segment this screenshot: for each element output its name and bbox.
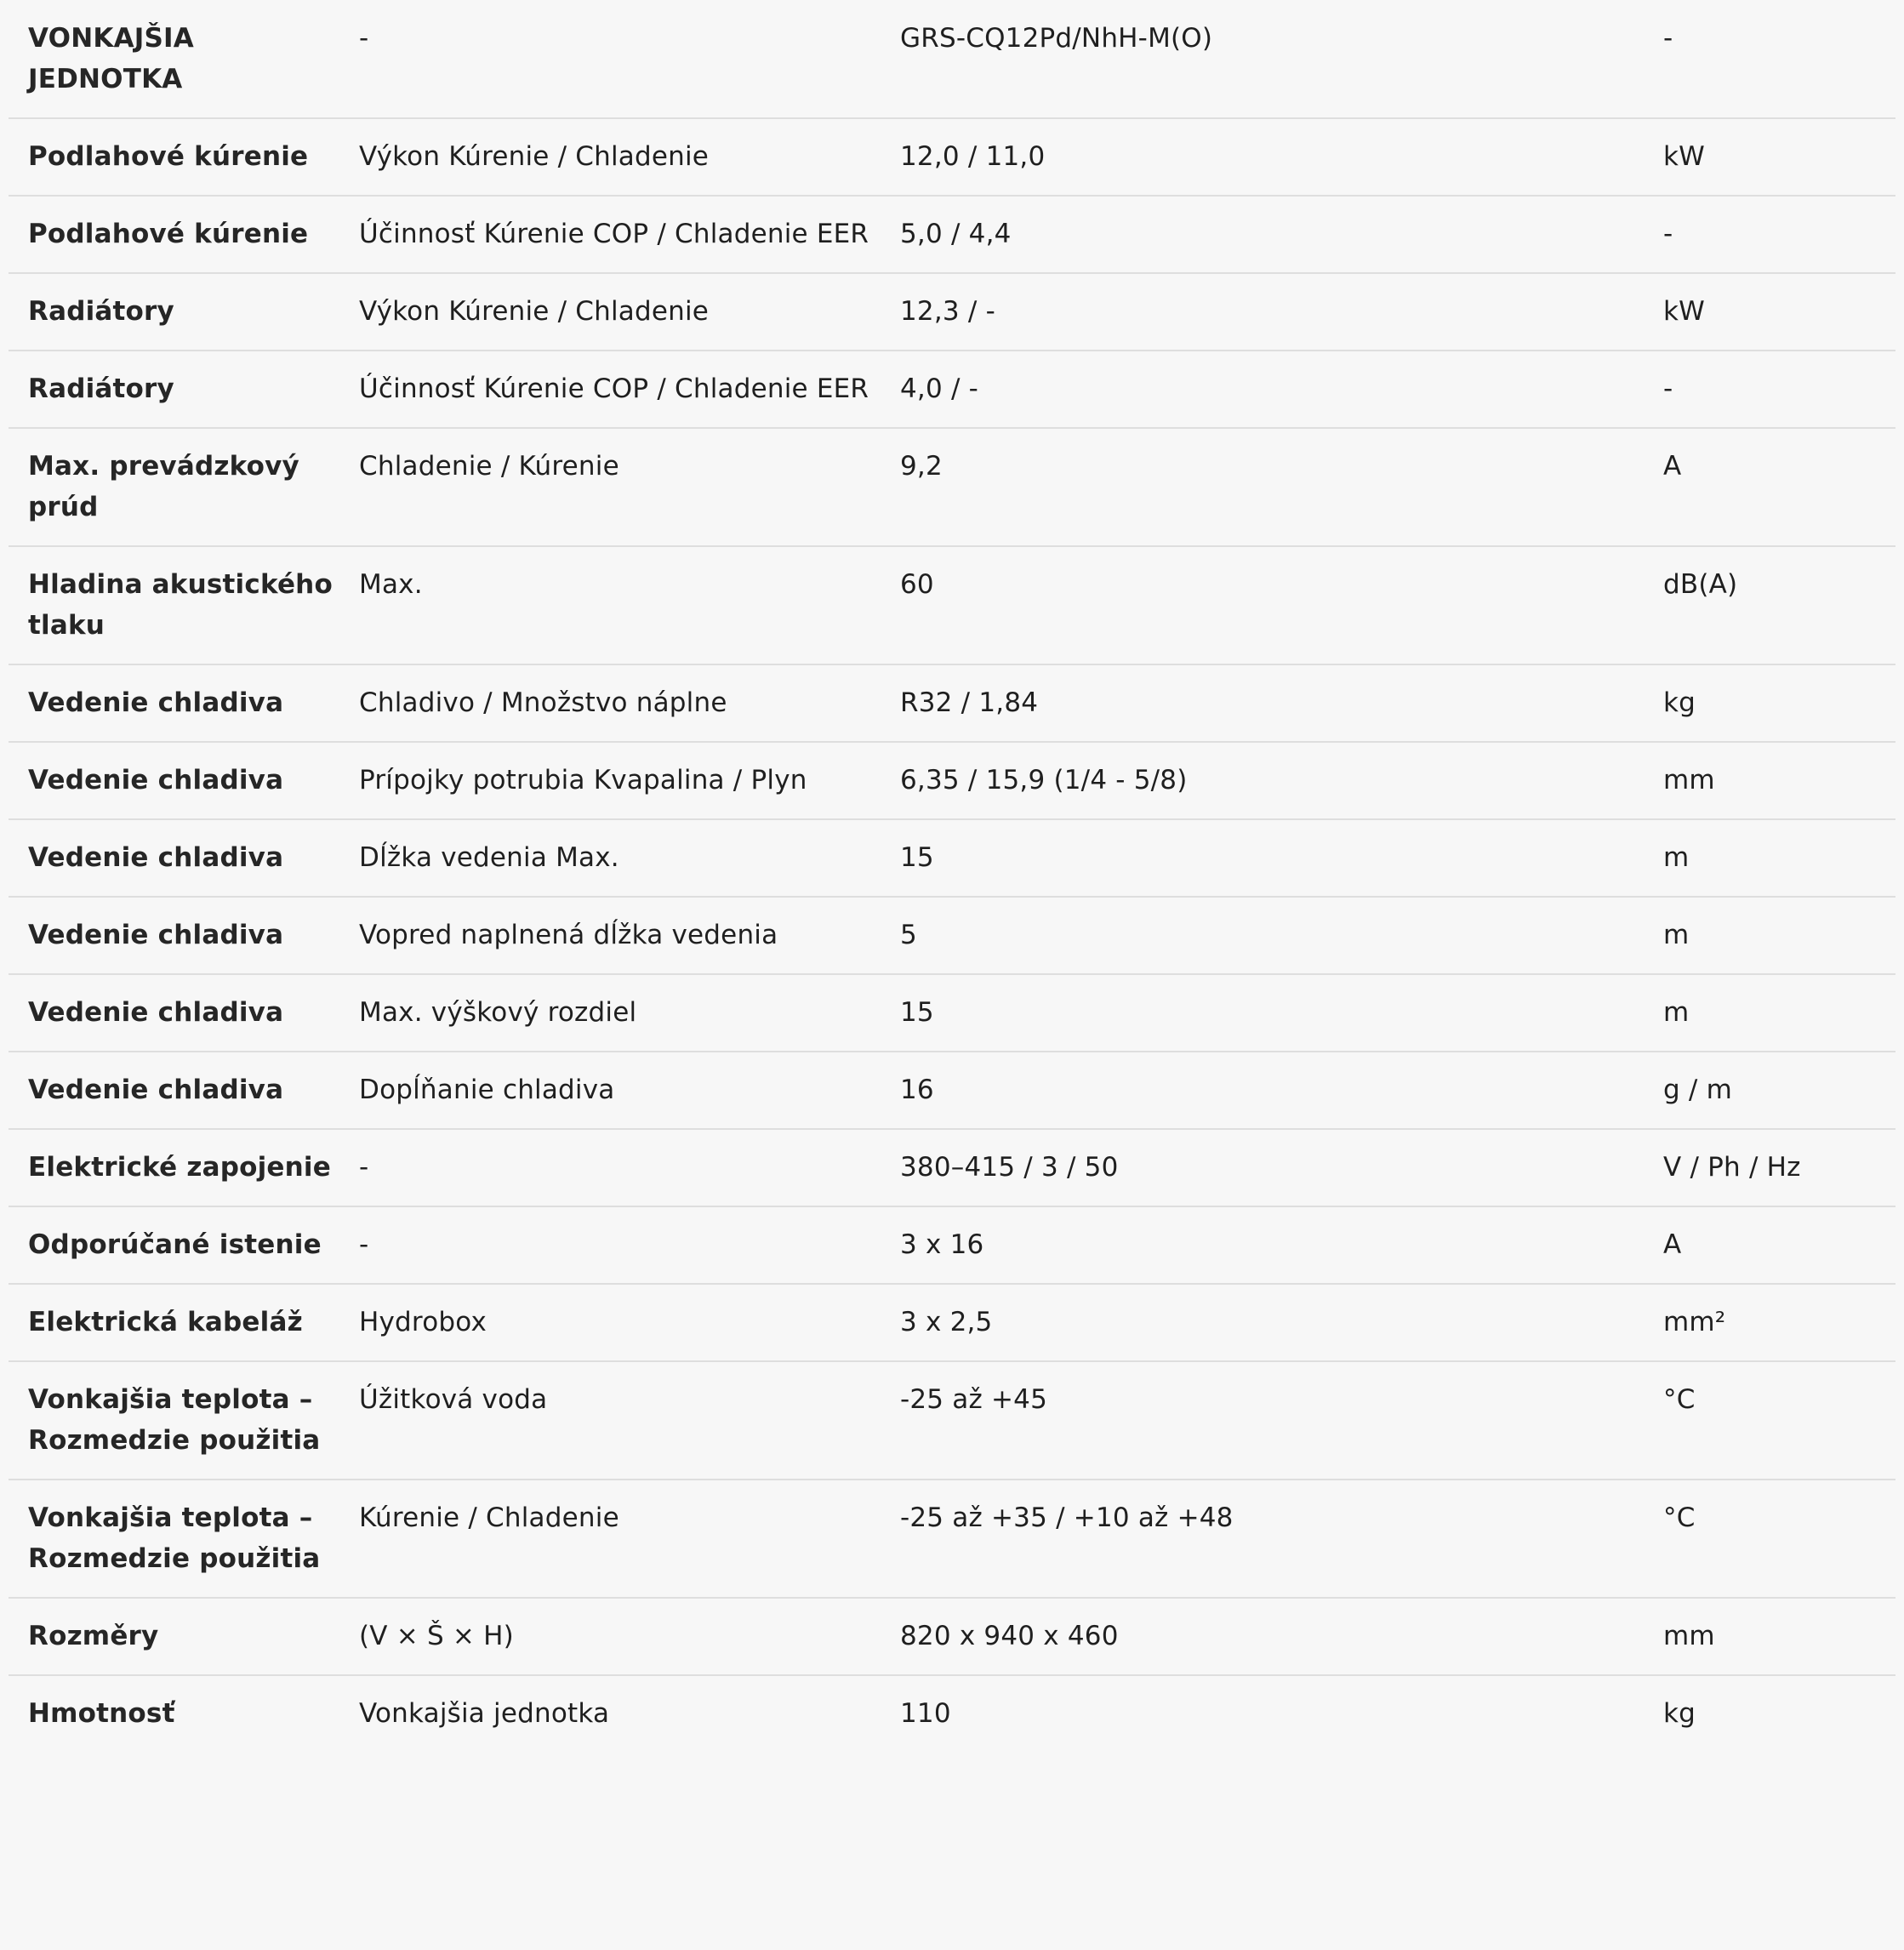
row-parameter: - — [339, 1206, 881, 1284]
table-row — [9, 0, 1895, 118]
row-value: GRS-CQ12Pd/NhH-M(O) — [881, 0, 1644, 118]
row-value: 3 x 2,5 — [881, 1284, 1644, 1361]
row-parameter: Prípojky potrubia Kvapalina / Plyn — [339, 742, 881, 819]
table-row — [9, 428, 1895, 546]
row-unit: °C — [1644, 1480, 1895, 1598]
row-value: 5,0 / 4,4 — [881, 196, 1644, 273]
row-value: 12,3 / - — [881, 273, 1644, 351]
table-row — [9, 1675, 1895, 1752]
row-label: Podlahové kúrenie — [9, 196, 339, 273]
row-label: Vedenie chladiva — [9, 974, 339, 1052]
row-label: Vedenie chladiva — [9, 664, 339, 742]
row-label: Podlahové kúrenie — [9, 118, 339, 196]
row-parameter: Dopĺňanie chladiva — [339, 1052, 881, 1129]
row-label: Hladina akustického tlaku — [9, 546, 339, 664]
row-label: Max. prevádzkový prúd — [9, 428, 339, 546]
row-value: 4,0 / - — [881, 351, 1644, 428]
row-value: 380–415 / 3 / 50 — [881, 1129, 1644, 1206]
row-unit: V / Ph / Hz — [1644, 1129, 1895, 1206]
table-row — [9, 897, 1895, 974]
row-parameter: Úžitková voda — [339, 1361, 881, 1480]
row-value: 3 x 16 — [881, 1206, 1644, 1284]
row-label: Vonkajšia teplota – Rozmedzie použitia — [9, 1361, 339, 1480]
row-unit: mm — [1644, 742, 1895, 819]
row-value: 60 — [881, 546, 1644, 664]
table-row — [9, 1206, 1895, 1284]
row-parameter: (V × Š × H) — [339, 1598, 881, 1675]
table-row — [9, 1284, 1895, 1361]
row-value: -25 až +45 — [881, 1361, 1644, 1480]
table-row — [9, 742, 1895, 819]
row-label: Elektrická kabeláž — [9, 1284, 339, 1361]
row-parameter: Výkon Kúrenie / Chladenie — [339, 273, 881, 351]
row-value: 15 — [881, 974, 1644, 1052]
row-unit: g / m — [1644, 1052, 1895, 1129]
row-parameter: Chladenie / Kúrenie — [339, 428, 881, 546]
row-parameter: Vonkajšia jednotka — [359, 1698, 610, 1729]
table-row — [9, 1598, 1895, 1675]
row-unit: A — [1644, 428, 1895, 546]
row-unit: kg — [1663, 1698, 1696, 1729]
row-label: Vedenie chladiva — [9, 897, 339, 974]
table-row — [9, 1361, 1895, 1480]
row-value: R32 / 1,84 — [881, 664, 1644, 742]
table-row — [9, 196, 1895, 273]
table-row — [9, 1129, 1895, 1206]
row-unit: kg — [1644, 664, 1895, 742]
table-row — [9, 1052, 1895, 1129]
row-unit: - — [1644, 0, 1895, 118]
row-parameter: Účinnosť Kúrenie COP / Chladenie EER — [339, 351, 881, 428]
row-value: 9,2 — [881, 428, 1644, 546]
row-label: Radiátory — [9, 273, 339, 351]
row-value: 16 — [881, 1052, 1644, 1129]
row-value: 15 — [881, 819, 1644, 897]
row-parameter: Vopred naplnená dĺžka vedenia — [339, 897, 881, 974]
spec-table-body — [9, 0, 1895, 1752]
table-row — [9, 118, 1895, 196]
row-label: Rozměry — [9, 1598, 339, 1675]
row-unit: - — [1644, 351, 1895, 428]
row-parameter: Chladivo / Množstvo náplne — [339, 664, 881, 742]
table-row — [9, 664, 1895, 742]
row-unit: m — [1644, 819, 1895, 897]
row-unit: kW — [1644, 273, 1895, 351]
row-label: Radiátory — [9, 351, 339, 428]
row-parameter: Hydrobox — [339, 1284, 881, 1361]
row-label: Vonkajšia teplota – Rozmedzie použitia — [9, 1480, 339, 1598]
row-unit: A — [1644, 1206, 1895, 1284]
row-value: 110 — [900, 1698, 951, 1729]
row-value: 12,0 / 11,0 — [881, 118, 1644, 196]
table-row — [9, 974, 1895, 1052]
row-unit: °C — [1644, 1361, 1895, 1480]
row-unit: dB(A) — [1644, 546, 1895, 664]
row-label: Vedenie chladiva — [9, 819, 339, 897]
row-parameter: Kúrenie / Chladenie — [339, 1480, 881, 1598]
row-label: Vedenie chladiva — [9, 742, 339, 819]
row-unit: m — [1644, 974, 1895, 1052]
row-unit: m — [1644, 897, 1895, 974]
row-label: Elektrické zapojenie — [9, 1129, 339, 1206]
row-value: 5 — [881, 897, 1644, 974]
table-row — [9, 351, 1895, 428]
row-value: 6,35 / 15,9 (1/4 - 5/8) — [881, 742, 1644, 819]
row-value: -25 až +35 / +10 až +48 — [881, 1480, 1644, 1598]
row-unit: kW — [1644, 118, 1895, 196]
row-unit: mm — [1644, 1598, 1895, 1675]
row-unit: - — [1644, 196, 1895, 273]
row-label: Hmotnosť — [28, 1698, 175, 1729]
row-parameter: - — [339, 0, 881, 118]
row-unit: mm² — [1644, 1284, 1895, 1361]
row-parameter: Účinnosť Kúrenie COP / Chladenie EER — [339, 196, 881, 273]
table-row — [9, 819, 1895, 897]
row-parameter: Dĺžka vedenia Max. — [339, 819, 881, 897]
table-row — [9, 1480, 1895, 1598]
row-parameter: Max. výškový rozdiel — [339, 974, 881, 1052]
row-value: 820 x 940 x 460 — [881, 1598, 1644, 1675]
row-parameter: Max. — [339, 546, 881, 664]
row-parameter: - — [339, 1129, 881, 1206]
row-label: Vedenie chladiva — [9, 1052, 339, 1129]
spec-table — [9, 0, 1895, 1752]
row-label: VONKAJŠIA JEDNOTKA — [9, 0, 339, 118]
row-label: Odporúčané istenie — [9, 1206, 339, 1284]
row-parameter: Výkon Kúrenie / Chladenie — [339, 118, 881, 196]
table-row — [9, 273, 1895, 351]
table-row — [9, 546, 1895, 664]
